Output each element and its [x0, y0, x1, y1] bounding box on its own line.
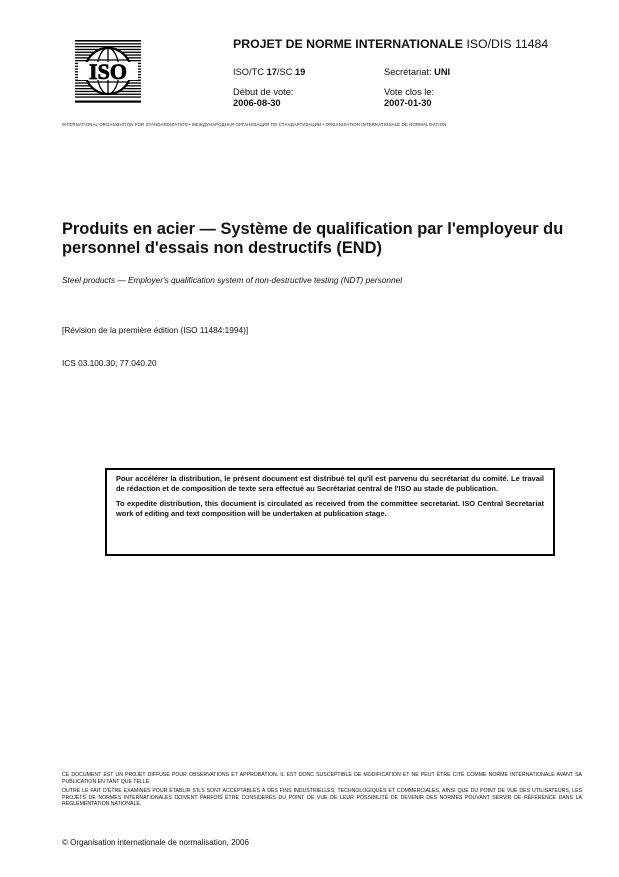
- ics-codes: ICS 03.100.30; 77.040.20: [62, 358, 157, 368]
- document-header-title: [233, 37, 548, 51]
- svg-text:ISO: ISO: [89, 59, 127, 84]
- notice-en: To expedite distribution, this document is circulated as received from the committee secretariat. ISO Central Secretariat work of editing and text composition will be undertaken at publication stage.: [116, 499, 544, 518]
- vote-start: [233, 87, 293, 109]
- draft-standard-label: PROJET DE NORME INTERNATIONALE: [233, 37, 464, 51]
- tc-number: 17: [266, 67, 277, 77]
- footer-review-notice: OUTRE LE FAIT D'ÊTRE EXAMINÉS POUR ÉTABLIR S'ILS SONT ACCEPTABLES À DES FINS INDUSTRIELLES, TECHNOLOGIQUES ET COMMERCIALES, AINSI QUE DU POINT DE VUE DES UTILISATEURS, LES PROJETS DE NORMES INTERNATIONALES DOIVENT PARFOIS ÊTRE CONSIDÉRÉS DU POINT DE VUE DE LEUR POSSIBILITÉ DE DEVENIR DES NORMES POUVANT SERVIR DE RÉFÉRENCE DANS LA RÉGLEMENTATION NATIONALE.: [62, 788, 582, 808]
- copyright: © Organisation internationale de normalisation, 2006: [62, 838, 249, 847]
- organization-line: INTERNATIONAL ORGANIZATION FOR STANDARDIZATION • МЕЖДУНАРОДНАЯ ОРГАНИЗАЦИЯ ПО СТАНДАРТИЗАЦИИ • ORGANISATION INTERNATIONALE DE NORMALISATION: [62, 122, 447, 127]
- revision-note: [Révision de la première édition (ISO 11484:1994)]: [62, 325, 249, 335]
- notice-fr: Pour accélérer la distribution, le présent document est distribué tel qu'il est parvenu du secrétariat du comité. Le travail de rédaction et de composition de texte sera effectué au Secrétariat central de l'ISO au stade de publication.: [116, 474, 544, 493]
- secretariat-value: UNI: [434, 67, 451, 77]
- document-title-en: Steel products — Employer's qualification system of non-destructive testing (NDT) personnel: [62, 275, 403, 285]
- vote-end-date: 2007-01-30: [384, 98, 432, 108]
- vote-start-label: Début de vote:: [233, 87, 294, 97]
- document-reference: ISO/DIS 11484: [466, 37, 549, 51]
- committee-reference: ISO/TC 17/SC 19: [233, 67, 306, 77]
- document-title-fr: Produits en acier — Système de qualification par l'employeur du personnel d'essais non destructifs (END): [62, 220, 564, 257]
- iso-logo: [75, 40, 141, 103]
- footer-draft-notice: CE DOCUMENT EST UN PROJET DIFFUSÉ POUR OBSERVATIONS ET APPROBATION. IL EST DONC SUSCEPTIBLE DE MODIFICATION ET NE PEUT ÊTRE CITÉ COMME NORME INTERNATIONALE AVANT SA PUBLICATION EN TANT QUE TELLE.: [62, 772, 582, 785]
- sc-number: 19: [295, 67, 306, 77]
- secretariat: Secrétariat: UNI: [384, 67, 451, 77]
- vote-end: [384, 87, 434, 109]
- distribution-notice-box: [105, 468, 555, 556]
- vote-start-date: 2006-08-30: [233, 98, 281, 108]
- vote-end-label: Vote clos le:: [384, 87, 435, 97]
